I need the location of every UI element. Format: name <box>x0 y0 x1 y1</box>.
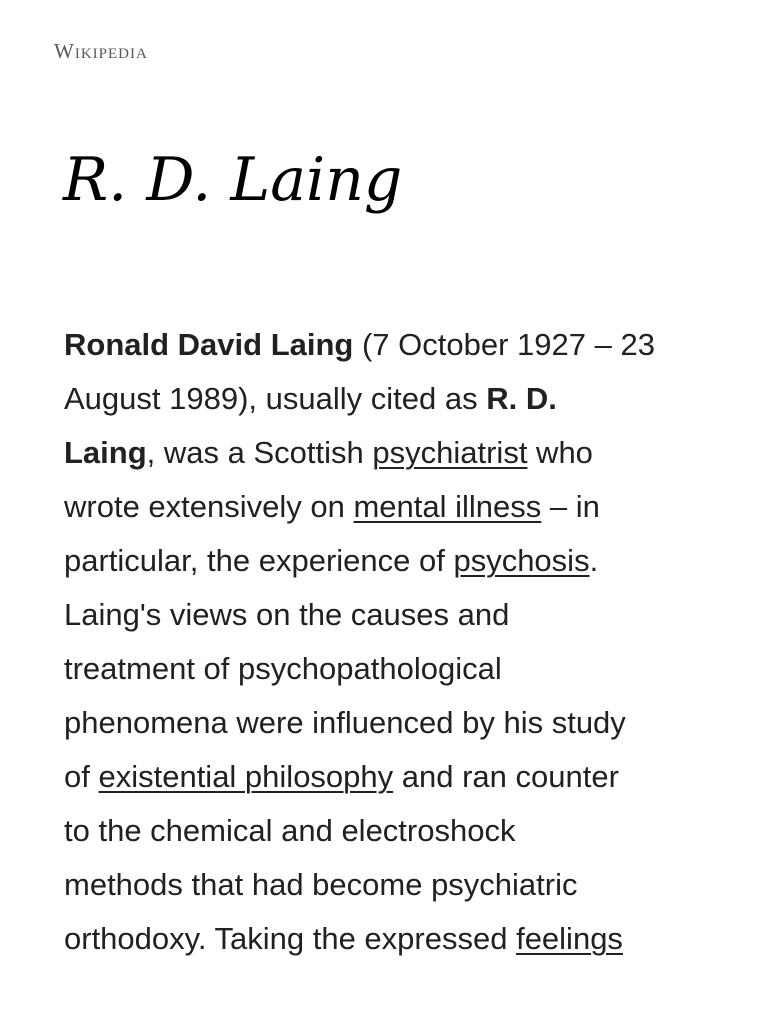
wikipedia-wordmark[interactable]: Wikipedia <box>54 39 148 63</box>
short-name-part2: Laing <box>64 435 147 470</box>
subject-name: Ronald David Laing <box>64 327 354 362</box>
lead-line-3 <box>64 426 712 480</box>
lead-text: orthodoxy. Taking the expressed <box>64 921 517 956</box>
link-feelings[interactable]: feelings <box>516 921 623 956</box>
lead-text: wrote extensively on <box>64 489 354 524</box>
link-psychosis[interactable]: psychosis <box>453 543 590 578</box>
birth-death-dates-cont: August 1989), usually cited as <box>64 381 487 416</box>
lead-line-10: to the chemical and electroshock <box>64 813 516 848</box>
page-title: R. D. Laing <box>63 145 403 215</box>
lead-line-8: phenomena were influenced by his study <box>64 705 626 740</box>
lead-line-5 <box>64 534 712 588</box>
link-mental-illness[interactable]: mental illness <box>353 489 542 524</box>
lead-text: who <box>527 435 593 470</box>
lead-line-4 <box>64 480 712 534</box>
link-existential-philosophy[interactable]: existential philosophy <box>98 759 394 794</box>
lead-text: and ran counter <box>393 759 619 794</box>
lead-text: – in <box>541 489 600 524</box>
lead-line-7: treatment of psychopathological <box>64 651 502 686</box>
lead-line-1 <box>64 318 712 372</box>
link-psychiatrist[interactable]: psychiatrist <box>372 435 528 470</box>
lead-line-9 <box>64 750 712 804</box>
short-name-part1: R. D. <box>486 381 557 416</box>
lead-text: , was a Scottish <box>146 435 373 470</box>
lead-paragraph <box>64 318 712 966</box>
lead-line-2 <box>64 372 712 426</box>
birth-death-dates: (7 October 1927 – 23 <box>353 327 655 362</box>
lead-line-11: methods that had become psychiatric <box>64 867 578 902</box>
lead-text: particular, the experience of <box>64 543 454 578</box>
lead-line-12 <box>64 912 712 966</box>
lead-text: . <box>589 543 599 578</box>
lead-text: of <box>64 759 99 794</box>
lead-line-6: Laing's views on the causes and <box>64 597 510 632</box>
